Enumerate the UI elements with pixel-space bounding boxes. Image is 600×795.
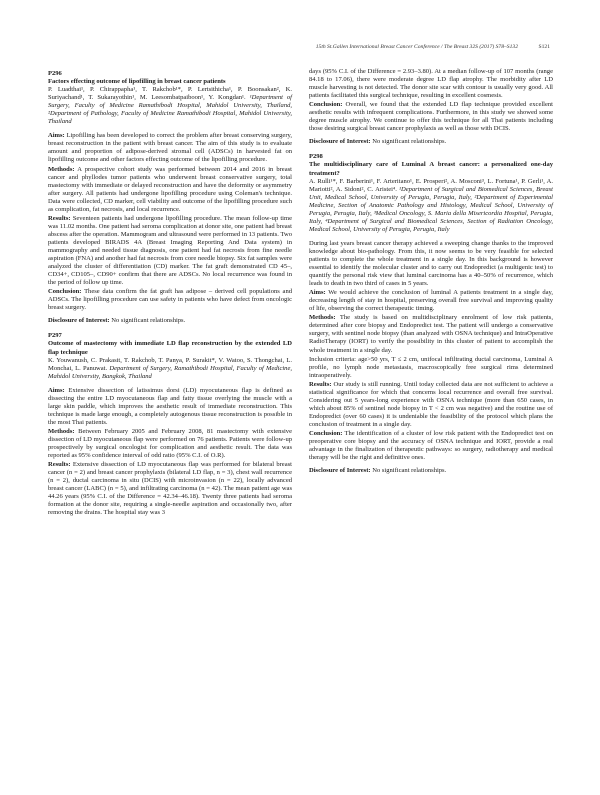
abstract-authors xyxy=(48,357,292,381)
abstract-authors xyxy=(48,86,292,126)
section-label: Results: xyxy=(48,461,71,469)
section-text: No significant relationships. xyxy=(372,138,447,146)
journal-citation: 15th St.Gallen International Breast Cancer Conference / The Breast 32S (2017) S78–S132 xyxy=(315,44,518,50)
methods-section xyxy=(48,428,292,460)
abstract-p297-continued xyxy=(309,68,553,146)
author-affiliation: Department of Surgery, Ramathibodi Hospital, Faculty of Medicine, Mahidol University, Bangkok, Thailand xyxy=(48,364,292,380)
author-list: K. Youwanush, C. Prakasit, T. Rakchob, T. Panya, P. Surakit*, V. Watoo, S. Thongchai, L. Monchai, L. Panuwat. xyxy=(48,356,292,372)
section-label: Disclosure of Interest: xyxy=(309,138,371,146)
section-text: Between February 2005 and February 2008, 81 mastectomy with extensive dissection of LD myocutaneous flap were performed on 76 patients. Patients were follow-up prospectively by surgical oncologist for complication and aesthetic result. The data was reported as 95% confidence interval of odd ratio (95% C.I. of O.R). xyxy=(48,427,292,460)
abstract-title: The multidisciplinary care of Luminal A breast cancer: a personalized one-day treatment? xyxy=(309,161,553,177)
author-affiliation: ¹Department of Surgery, Faculty of Medicine Ramathibodi Hospital, Mahidol University, Thailand, ²Department of Pathology, Faculty of Medicine Ramathibodi Hospital, Mahidol University, Thailand xyxy=(48,94,293,126)
abstract-p296 xyxy=(48,70,292,325)
inclusion-criteria: Inclusion criteria: age>50 yrs, T ≤ 2 cm, unifocal infiltrating ductal carcinoma, Luminal A profile, no lymph node metastasis, macroscopically free surgical rims determined intraoperatively. xyxy=(309,355,553,379)
aims-section xyxy=(309,289,553,313)
abstract-title: Factors effecting outcome of lipofilling in breast cancer patients xyxy=(48,78,226,86)
disclosure-section xyxy=(48,317,292,325)
section-text: No significant relationships. xyxy=(111,317,186,325)
section-text: Lipofilling has been developed to correct the problem after breast conserving surgery, breast reconstruction in the patient with breast cancer. The aim of this study is to evaluate amount and proportion of adipose-derived stromal cell (ADSCs) in harvested fat on lipofilling outcome and other factors effecting outcome of the lipofilling procedure. xyxy=(48,132,293,164)
section-label: Conclusion: xyxy=(48,288,82,296)
author-list: A. Rulli¹*, F. Barberini¹, F. Arteritano¹, E. Prosperi², A. Mosconi³, L. Fortuna¹, P. Gerli¹, A. Mariotti², A. Sidoni², C. Aristei⁴. xyxy=(309,177,553,193)
section-label: Results: xyxy=(309,380,332,388)
abstract-id: P297 xyxy=(48,332,62,340)
abstract-p297 xyxy=(48,332,292,517)
results-section xyxy=(48,461,292,517)
section-text: Extensive dissection of latissimus dorsi (LD) myocutaneous flap is defined as dissecting the entire LD myocutaneous flap and fatty tissue overlying the muscle with a large skin paddle, which improves the aesthetic result of immediate reconstruction. This technique is made large enough, a completely autogenous tissue reconstruction is possible in the most Thai patients. xyxy=(48,386,292,426)
left-column xyxy=(48,70,292,524)
conclusion-section xyxy=(309,101,553,133)
section-label: Results: xyxy=(48,214,71,222)
section-text: The identification of a cluster of low risk patient with the Endopredict test on preoperative core biopsy and the accuracy of OSNA technique and IORT, provide a real advantage in the finalization of therapeutic pathways: so surgery, radiotherapy and medical therapy will be the right and definitive ones. xyxy=(309,429,553,462)
methods-section xyxy=(48,166,292,214)
abstract-id: P298 xyxy=(309,153,323,161)
section-label: Disclosure of Interest: xyxy=(309,467,371,475)
section-text: No significant relationships. xyxy=(372,467,447,475)
section-label: Conclusion: xyxy=(309,429,343,437)
page-number: S121 xyxy=(538,44,550,50)
section-label: Aims: xyxy=(309,289,326,297)
section-label: Methods: xyxy=(48,427,75,435)
results-section xyxy=(48,215,292,287)
results-section xyxy=(309,381,553,429)
abstract-p298 xyxy=(309,153,553,475)
abstract-authors xyxy=(309,178,553,234)
aims-section xyxy=(48,132,292,164)
abstract-id: P296 xyxy=(48,70,62,77)
section-text: These data confirm the fat graft has adipose – derived cell populations and ADSCs. The lipofilling procedure can use safety in patients who have defect from oncologic breast surgery. xyxy=(48,288,292,312)
section-text: Overall, we found that the extended LD flap technique provided excellent aesthetic results with infrequent complications. Furthermore, in this study we showed some degree muscle atrophy. We continue to offer this technique for all Thai patients including those desiring surgical breast cancer prophylaxis as well as those with DCIS. xyxy=(309,101,553,133)
section-text: We would achieve the conclusion of luminal A patients treatment in a single day, decreasing length of stay in hospital, preserving overall free survival and improving quality of life, observing the correct therapeutic timing. xyxy=(309,289,553,313)
methods-section xyxy=(309,314,553,354)
author-affiliation: ¹Department of Surgical and Biomedical Sciences, Breast Unit, Medical School, University of Perugia, Perugia, Italy, ²Department of Experimental Medicine, Section of Anatomic Pathology and Histology, Medical School, University of Perugia, Perugia, Italy, ³Medical Oncology, S. Maria della Misericordia Hospital, Perugia, Italy, ⁴Department of Surgical and Biomedical Sciences, Section of Radiation Oncology, Medical School, University of Perugia, Perugia, Italy xyxy=(309,185,554,233)
running-header xyxy=(48,44,550,56)
section-text: A prospective cohort study was performed between 2014 and 2016 in breast cancer and phyllodes tumor patients who underwent breast conservative surgery, total mastectomy with immediate or delayed reconstruction and have the deformity or asymmetry after surgery. All patients had undergone lipofilling procedure using Coleman's technique. Data were collected, CD marker, cell viability and outcome of the lipofilling procedure such as complication, fat necrosis, and local recurrence. xyxy=(48,165,292,213)
section-label: Conclusion: xyxy=(309,101,343,109)
section-label: Disclosure of Interest: xyxy=(48,317,110,325)
section-text: The study is based on multidisciplinary enrolment of low risk patients, determined after core biopsy and Endopredict test. The patient will undergo a conservative surgery, with sentinel node biopsy (than analyzed with OSNA technique) and IntraOperative RadioTherapy (IORT) to verify the possibility in this cluster of patient to accomplish the whole treatment in a single day. xyxy=(309,314,553,354)
section-text: Our study is still running. Until today collected data are not sufficient to achieve a statistical significance for which that concerns local recurrence and overall free survival. Considering out 5 years-long experience with OSNA technique (more than 650 cases, in which about 85% of sentinel node biopsy in T < 2 cm was negative) and the routine use of Endopredict (over 60 cases) it is undeniable the feasibility of the protocol which plans the conclusion of treatment in a single day. xyxy=(309,380,553,428)
aims-section xyxy=(48,387,292,427)
right-column xyxy=(309,68,553,482)
section-text: Seventeen patients had undergone lipofilling procedure. The mean follow-up time was 11.02 months. One patient had seroma complication at donor site, one patient had breast abscess after the operation. Mammogram and ultrasound were performed in 13 patients. Two patients developed BIRADS 4A (Breast Imaging Reporting And Data system) in mammography and needed tissue diagnosis, one patient had fat necrosis from fine needle aspiration (FNA) and another had fat necrosis from core needle biopsy. Six fat samples were analyzed the cluster of differentiation (CD) marker. The fat graft demonstrated CD 45–, CD34+, CD105–, CD90+ confirm that there are ADSCs. No local recurrence was found in the period of follow up time. xyxy=(48,214,292,287)
section-label: Aims: xyxy=(48,386,65,394)
author-list: P. Luadthai¹, P. Chirappapha¹, T. Rakchob¹*, P. Lertsithicha¹, P. Boonsakan², K. Suriyachand¹, T. Sukarayothin¹, M. Leesombatpaiboon¹, Y. Kongdan¹. xyxy=(48,86,292,102)
section-text: Extensive dissection of LD myocutaneous flap was performed for bilateral breast cancer (n = 2) and breast cancer prophylaxis (bilateral LD flap, n = 3), chest wall recurrence (n = 2), ductal carcinoma in situ (DCIS) with microinvasion (n = 22), locally advanced breast cancer (LABC) (n = 5), and infiltrating carcinoma (n = 42). The mean patient age was 44.26 years (95% C.I. of the Difference = 42.34–46.18). Twenty three patients had seroma formation at the donor site, requiring a single-needle aspiration and occasionally two, after removing the drains. The hospital stay was 3 xyxy=(48,461,292,517)
intro-paragraph: During last years breast cancer therapy achieved a sweeping change thanks to the improved knowledge about bio-pathology. From this, it now seems to be very feasible for selected patients to complete the whole treatment in a single day. In this background is however essential to identify the molecular cluster and to carry out Endopredict (a multigenic test) to quantify the personal risk view that luminal carcinoma has a 40–50% of recurrence, which leads to death in two third of cases in 5 years. xyxy=(309,239,553,288)
disclosure-section xyxy=(309,138,553,146)
abstract-title: Outcome of mastectomy with immediate LD flap reconstruction by the extended LD flap technique xyxy=(48,340,292,356)
conclusion-section xyxy=(309,430,553,462)
results-continued: days (95% C.I. of the Difference = 2.93–3.80). At a median follow-up of 107 months (range 84.18 to 17.06), there were moderate degree LD flap atrophy. The morbidity after LD muscle harvesting is not detected. The donor site scar with contour is usually very good. All patients facilitated this surgical technique, resulting in excellent cosmesis. xyxy=(309,68,553,100)
section-label: Methods: xyxy=(309,314,336,322)
section-label: Aims: xyxy=(48,132,65,140)
section-label: Methods: xyxy=(48,165,75,173)
conclusion-section xyxy=(48,288,292,312)
disclosure-section xyxy=(309,467,553,475)
